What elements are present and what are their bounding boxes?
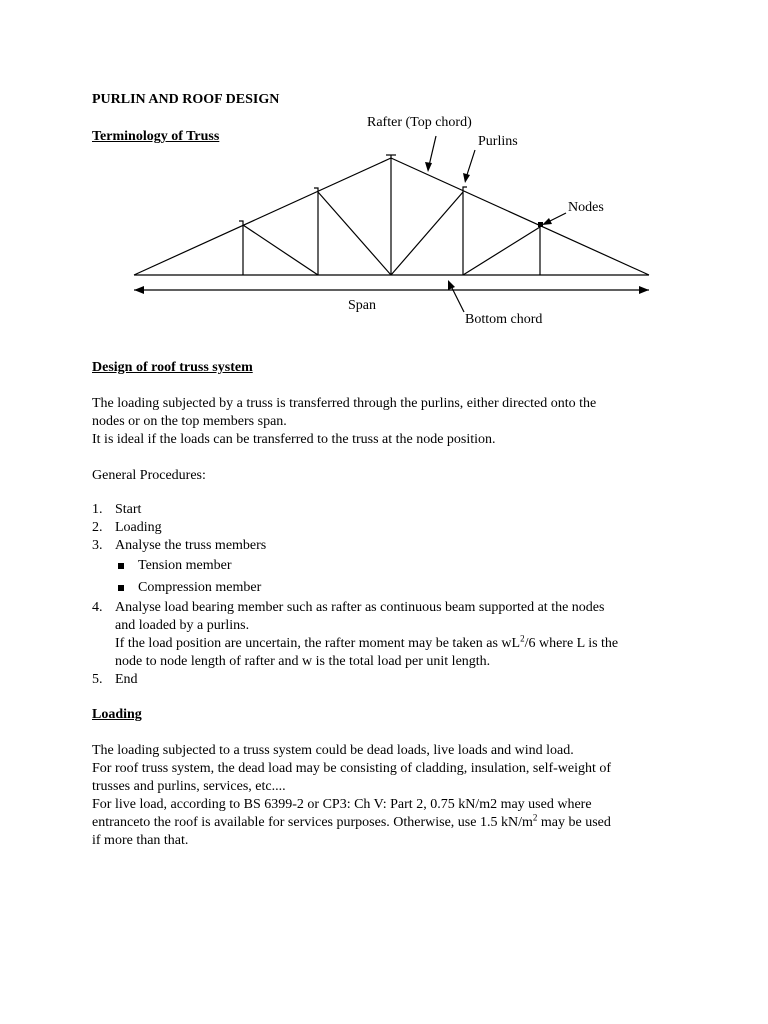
purlin-marker (314, 188, 318, 192)
loading-paragraph (92, 742, 692, 850)
list-number: 4. (92, 600, 103, 615)
loading-text: entranceto the roof is available for services purposes. Otherwise, use 1.5 kN/m (92, 815, 533, 830)
list-text: node to node length of rafter and w is the total load per unit length. (115, 654, 491, 669)
bottom-chord-label: Bottom chord (465, 312, 543, 327)
purlins-label: Purlins (478, 134, 518, 149)
rafter-arrowhead (425, 162, 432, 172)
list-item (92, 671, 692, 689)
diagonal-member (318, 192, 391, 275)
purlins-arrowhead (463, 173, 470, 183)
square-bullet-icon (118, 585, 124, 591)
sub-list (115, 555, 692, 599)
loading-line: The loading subjected to a truss system could be dead loads, live loads and wind load. (92, 743, 574, 758)
list-text: Analyse load bearing member such as rafter as continuous beam supported at the nodes (115, 600, 605, 615)
formula-text: /6 where L is the (524, 636, 619, 651)
span-label: Span (348, 298, 376, 313)
truss-diagram (0, 0, 768, 340)
list-number: 5. (92, 672, 103, 687)
list-number: 2. (92, 520, 103, 535)
list-text: Loading (115, 520, 162, 535)
list-item (92, 501, 692, 519)
document-title: PURLIN AND ROOF DESIGN (92, 92, 280, 107)
diagonal-member (243, 225, 318, 275)
list-number: 3. (92, 538, 103, 553)
list-number: 1. (92, 502, 103, 517)
rafter-left-line (134, 158, 391, 275)
design-line: nodes or on the top members span. (92, 414, 287, 429)
diagonal-member (391, 192, 463, 275)
loading-line: trusses and purlins, services, etc.... (92, 779, 286, 794)
nodes-label: Nodes (568, 200, 604, 215)
span-arrowhead-right (639, 286, 649, 294)
procedure-list (92, 501, 692, 689)
list-text: and loaded by a purlins. (115, 618, 250, 633)
terminology-heading: Terminology of Truss (92, 129, 220, 144)
loading-line: if more than that. (92, 833, 189, 848)
sub-list-text: Tension member (138, 558, 232, 573)
design-line: It is ideal if the loads can be transferred to the truss at the node position. (92, 432, 496, 447)
superscript: 2 (520, 633, 525, 644)
purlin-marker (239, 221, 243, 225)
design-paragraph (92, 395, 692, 449)
sub-list-item (115, 577, 692, 599)
list-text: End (115, 672, 138, 687)
list-text (115, 635, 692, 653)
list-item (92, 599, 692, 671)
loading-line: For roof truss system, the dead load may be consisting of cladding, insulation, self-weight of (92, 761, 612, 776)
sub-list-item (115, 555, 692, 577)
rafter-label: Rafter (Top chord) (367, 115, 472, 130)
design-line: The loading subjected by a truss is transferred through the purlins, either directed onto the (92, 396, 597, 411)
formula-text: If the load position are uncertain, the rafter moment may be taken as wL (115, 636, 521, 651)
diagonal-member (463, 227, 540, 275)
loading-heading: Loading (92, 707, 142, 722)
nodes-arrowhead (542, 218, 552, 225)
list-text: Start (115, 502, 142, 517)
rafter-right-line (391, 158, 649, 275)
design-heading: Design of roof truss system (92, 360, 253, 375)
general-procedures-label: General Procedures: (92, 468, 206, 483)
node-marker (538, 222, 543, 227)
sub-list-text: Compression member (138, 580, 262, 595)
square-bullet-icon (118, 563, 124, 569)
span-arrowhead-left (134, 286, 144, 294)
list-text: Analyse the truss members (115, 538, 267, 553)
superscript: 2 (532, 812, 538, 823)
list-item (92, 537, 692, 599)
loading-text: may be used (537, 815, 611, 830)
loading-line: For live load, according to BS 6399-2 or CP3: Ch V: Part 2, 0.75 kN/m2 may used where (92, 797, 592, 812)
bottom-chord-arrowhead (448, 280, 455, 290)
list-item (92, 519, 692, 537)
loading-line (92, 814, 692, 832)
